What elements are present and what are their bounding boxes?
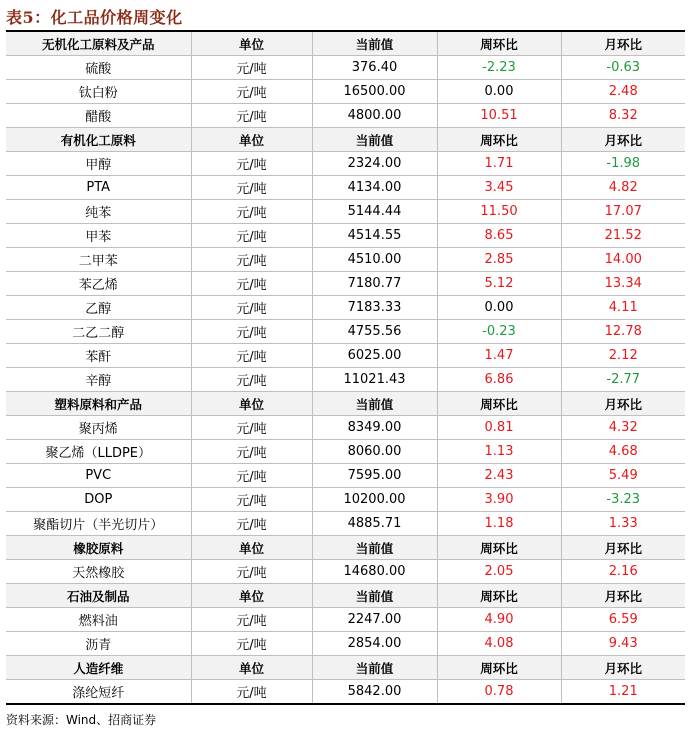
monthly-change: -2.77 bbox=[561, 368, 685, 392]
unit: 元/吨 bbox=[191, 560, 312, 584]
current-value: 4800.00 bbox=[312, 104, 437, 128]
product-name: 纯苯 bbox=[6, 200, 191, 224]
table-row bbox=[6, 200, 685, 224]
product-name: 硫酸 bbox=[6, 56, 191, 80]
table-row bbox=[6, 680, 685, 704]
price-table bbox=[6, 32, 685, 704]
unit: 元/吨 bbox=[191, 272, 312, 296]
table-title: 表5：化工品价格周变化 bbox=[6, 8, 183, 27]
weekly-change: -0.23 bbox=[437, 320, 561, 344]
current-value: 6025.00 bbox=[312, 344, 437, 368]
product-name: 甲苯 bbox=[6, 224, 191, 248]
unit: 元/吨 bbox=[191, 440, 312, 464]
table-row bbox=[6, 512, 685, 536]
product-name: 醋酸 bbox=[6, 104, 191, 128]
weekly-change-header: 周环比 bbox=[437, 128, 561, 152]
unit: 元/吨 bbox=[191, 632, 312, 656]
unit: 元/吨 bbox=[191, 608, 312, 632]
weekly-change: 0.00 bbox=[437, 296, 561, 320]
product-name: 二甲苯 bbox=[6, 248, 191, 272]
monthly-change: -1.98 bbox=[561, 152, 685, 176]
table-row bbox=[6, 440, 685, 464]
unit: 元/吨 bbox=[191, 488, 312, 512]
product-name: 聚乙烯（LLDPE） bbox=[6, 440, 191, 464]
weekly-change-header: 周环比 bbox=[437, 32, 561, 56]
table-row bbox=[6, 248, 685, 272]
monthly-change: 6.59 bbox=[561, 608, 685, 632]
current-value-header: 当前值 bbox=[312, 536, 437, 560]
monthly-change: 8.32 bbox=[561, 104, 685, 128]
current-value: 10200.00 bbox=[312, 488, 437, 512]
bottom-rule bbox=[6, 703, 685, 705]
current-value: 376.40 bbox=[312, 56, 437, 80]
monthly-change: 4.32 bbox=[561, 416, 685, 440]
weekly-change: -2.23 bbox=[437, 56, 561, 80]
current-value: 8349.00 bbox=[312, 416, 437, 440]
weekly-change: 1.13 bbox=[437, 440, 561, 464]
monthly-change: 1.21 bbox=[561, 680, 685, 704]
product-name: PVC bbox=[6, 464, 191, 488]
weekly-change: 2.43 bbox=[437, 464, 561, 488]
weekly-change: 1.47 bbox=[437, 344, 561, 368]
weekly-change: 2.05 bbox=[437, 560, 561, 584]
current-value: 8060.00 bbox=[312, 440, 437, 464]
weekly-change-header: 周环比 bbox=[437, 656, 561, 680]
unit: 元/吨 bbox=[191, 176, 312, 200]
unit-header: 单位 bbox=[191, 656, 312, 680]
section-header-row bbox=[6, 536, 685, 560]
monthly-change: -0.63 bbox=[561, 56, 685, 80]
table-row bbox=[6, 152, 685, 176]
table-row bbox=[6, 368, 685, 392]
unit: 元/吨 bbox=[191, 200, 312, 224]
unit: 元/吨 bbox=[191, 80, 312, 104]
monthly-change: 13.34 bbox=[561, 272, 685, 296]
table-row bbox=[6, 560, 685, 584]
weekly-change: 4.08 bbox=[437, 632, 561, 656]
monthly-change: 2.16 bbox=[561, 560, 685, 584]
monthly-change-header: 月环比 bbox=[561, 656, 685, 680]
unit-header: 单位 bbox=[191, 536, 312, 560]
current-value: 2324.00 bbox=[312, 152, 437, 176]
current-value: 16500.00 bbox=[312, 80, 437, 104]
product-name: 钛白粉 bbox=[6, 80, 191, 104]
monthly-change-header: 月环比 bbox=[561, 32, 685, 56]
table-row bbox=[6, 416, 685, 440]
table-row bbox=[6, 224, 685, 248]
unit: 元/吨 bbox=[191, 320, 312, 344]
current-value: 4510.00 bbox=[312, 248, 437, 272]
monthly-change: 12.78 bbox=[561, 320, 685, 344]
monthly-change-header: 月环比 bbox=[561, 128, 685, 152]
section-name: 无机化工原料及产品 bbox=[6, 32, 191, 56]
weekly-change: 10.51 bbox=[437, 104, 561, 128]
table-row bbox=[6, 80, 685, 104]
product-name: 辛醇 bbox=[6, 368, 191, 392]
unit: 元/吨 bbox=[191, 56, 312, 80]
product-name: 涤纶短纤 bbox=[6, 680, 191, 704]
unit-header: 单位 bbox=[191, 128, 312, 152]
table-row bbox=[6, 344, 685, 368]
monthly-change: 21.52 bbox=[561, 224, 685, 248]
current-value: 4134.00 bbox=[312, 176, 437, 200]
weekly-change: 0.78 bbox=[437, 680, 561, 704]
table-row bbox=[6, 632, 685, 656]
monthly-change: 1.33 bbox=[561, 512, 685, 536]
current-value: 7180.77 bbox=[312, 272, 437, 296]
section-name: 塑料原料和产品 bbox=[6, 392, 191, 416]
table-row bbox=[6, 608, 685, 632]
product-name: 甲醇 bbox=[6, 152, 191, 176]
monthly-change: 9.43 bbox=[561, 632, 685, 656]
current-value: 4755.56 bbox=[312, 320, 437, 344]
weekly-change: 3.90 bbox=[437, 488, 561, 512]
current-value: 11021.43 bbox=[312, 368, 437, 392]
product-name: 乙醇 bbox=[6, 296, 191, 320]
monthly-change: 2.48 bbox=[561, 80, 685, 104]
weekly-change: 8.65 bbox=[437, 224, 561, 248]
current-value: 5144.44 bbox=[312, 200, 437, 224]
weekly-change: 4.90 bbox=[437, 608, 561, 632]
current-value-header: 当前值 bbox=[312, 656, 437, 680]
current-value: 4514.55 bbox=[312, 224, 437, 248]
current-value-header: 当前值 bbox=[312, 392, 437, 416]
monthly-change-header: 月环比 bbox=[561, 392, 685, 416]
weekly-change: 2.85 bbox=[437, 248, 561, 272]
section-name: 有机化工原料 bbox=[6, 128, 191, 152]
current-value: 14680.00 bbox=[312, 560, 437, 584]
unit: 元/吨 bbox=[191, 224, 312, 248]
weekly-change: 3.45 bbox=[437, 176, 561, 200]
product-name: PTA bbox=[6, 176, 191, 200]
unit: 元/吨 bbox=[191, 464, 312, 488]
section-name: 人造纤维 bbox=[6, 656, 191, 680]
table-row bbox=[6, 464, 685, 488]
product-name: 苯乙烯 bbox=[6, 272, 191, 296]
unit: 元/吨 bbox=[191, 680, 312, 704]
weekly-change: 1.71 bbox=[437, 152, 561, 176]
table-row bbox=[6, 104, 685, 128]
unit: 元/吨 bbox=[191, 416, 312, 440]
unit: 元/吨 bbox=[191, 248, 312, 272]
monthly-change: 5.49 bbox=[561, 464, 685, 488]
weekly-change-header: 周环比 bbox=[437, 392, 561, 416]
section-name: 石油及制品 bbox=[6, 584, 191, 608]
weekly-change-header: 周环比 bbox=[437, 584, 561, 608]
weekly-change: 5.12 bbox=[437, 272, 561, 296]
section-header-row bbox=[6, 32, 685, 56]
current-value: 7183.33 bbox=[312, 296, 437, 320]
unit: 元/吨 bbox=[191, 344, 312, 368]
source-note: 资料来源：Wind、招商证券 bbox=[6, 713, 157, 727]
section-name: 橡胶原料 bbox=[6, 536, 191, 560]
table-row bbox=[6, 296, 685, 320]
unit-header: 单位 bbox=[191, 584, 312, 608]
weekly-change: 6.86 bbox=[437, 368, 561, 392]
current-value-header: 当前值 bbox=[312, 584, 437, 608]
monthly-change: -3.23 bbox=[561, 488, 685, 512]
unit-header: 单位 bbox=[191, 392, 312, 416]
weekly-change-header: 周环比 bbox=[437, 536, 561, 560]
current-value-header: 当前值 bbox=[312, 128, 437, 152]
monthly-change: 4.82 bbox=[561, 176, 685, 200]
section-header-row bbox=[6, 656, 685, 680]
product-name: 天然橡胶 bbox=[6, 560, 191, 584]
monthly-change: 17.07 bbox=[561, 200, 685, 224]
weekly-change: 1.18 bbox=[437, 512, 561, 536]
product-name: 聚丙烯 bbox=[6, 416, 191, 440]
monthly-change-header: 月环比 bbox=[561, 584, 685, 608]
section-header-row bbox=[6, 128, 685, 152]
monthly-change: 4.11 bbox=[561, 296, 685, 320]
current-value: 4885.71 bbox=[312, 512, 437, 536]
weekly-change: 0.81 bbox=[437, 416, 561, 440]
monthly-change: 14.00 bbox=[561, 248, 685, 272]
product-name: 聚酯切片（半光切片） bbox=[6, 512, 191, 536]
unit: 元/吨 bbox=[191, 368, 312, 392]
product-name: 苯酐 bbox=[6, 344, 191, 368]
monthly-change: 2.12 bbox=[561, 344, 685, 368]
section-header-row bbox=[6, 584, 685, 608]
current-value: 2854.00 bbox=[312, 632, 437, 656]
unit: 元/吨 bbox=[191, 296, 312, 320]
product-name: 燃料油 bbox=[6, 608, 191, 632]
product-name: 沥青 bbox=[6, 632, 191, 656]
weekly-change: 0.00 bbox=[437, 80, 561, 104]
table-row bbox=[6, 176, 685, 200]
monthly-change: 4.68 bbox=[561, 440, 685, 464]
product-name: 二乙二醇 bbox=[6, 320, 191, 344]
unit: 元/吨 bbox=[191, 104, 312, 128]
table-row bbox=[6, 488, 685, 512]
current-value: 5842.00 bbox=[312, 680, 437, 704]
table-row bbox=[6, 56, 685, 80]
unit: 元/吨 bbox=[191, 152, 312, 176]
table-row bbox=[6, 320, 685, 344]
monthly-change-header: 月环比 bbox=[561, 536, 685, 560]
current-value-header: 当前值 bbox=[312, 32, 437, 56]
table-row bbox=[6, 272, 685, 296]
product-name: DOP bbox=[6, 488, 191, 512]
current-value: 7595.00 bbox=[312, 464, 437, 488]
section-header-row bbox=[6, 392, 685, 416]
unit-header: 单位 bbox=[191, 32, 312, 56]
weekly-change: 11.50 bbox=[437, 200, 561, 224]
unit: 元/吨 bbox=[191, 512, 312, 536]
current-value: 2247.00 bbox=[312, 608, 437, 632]
